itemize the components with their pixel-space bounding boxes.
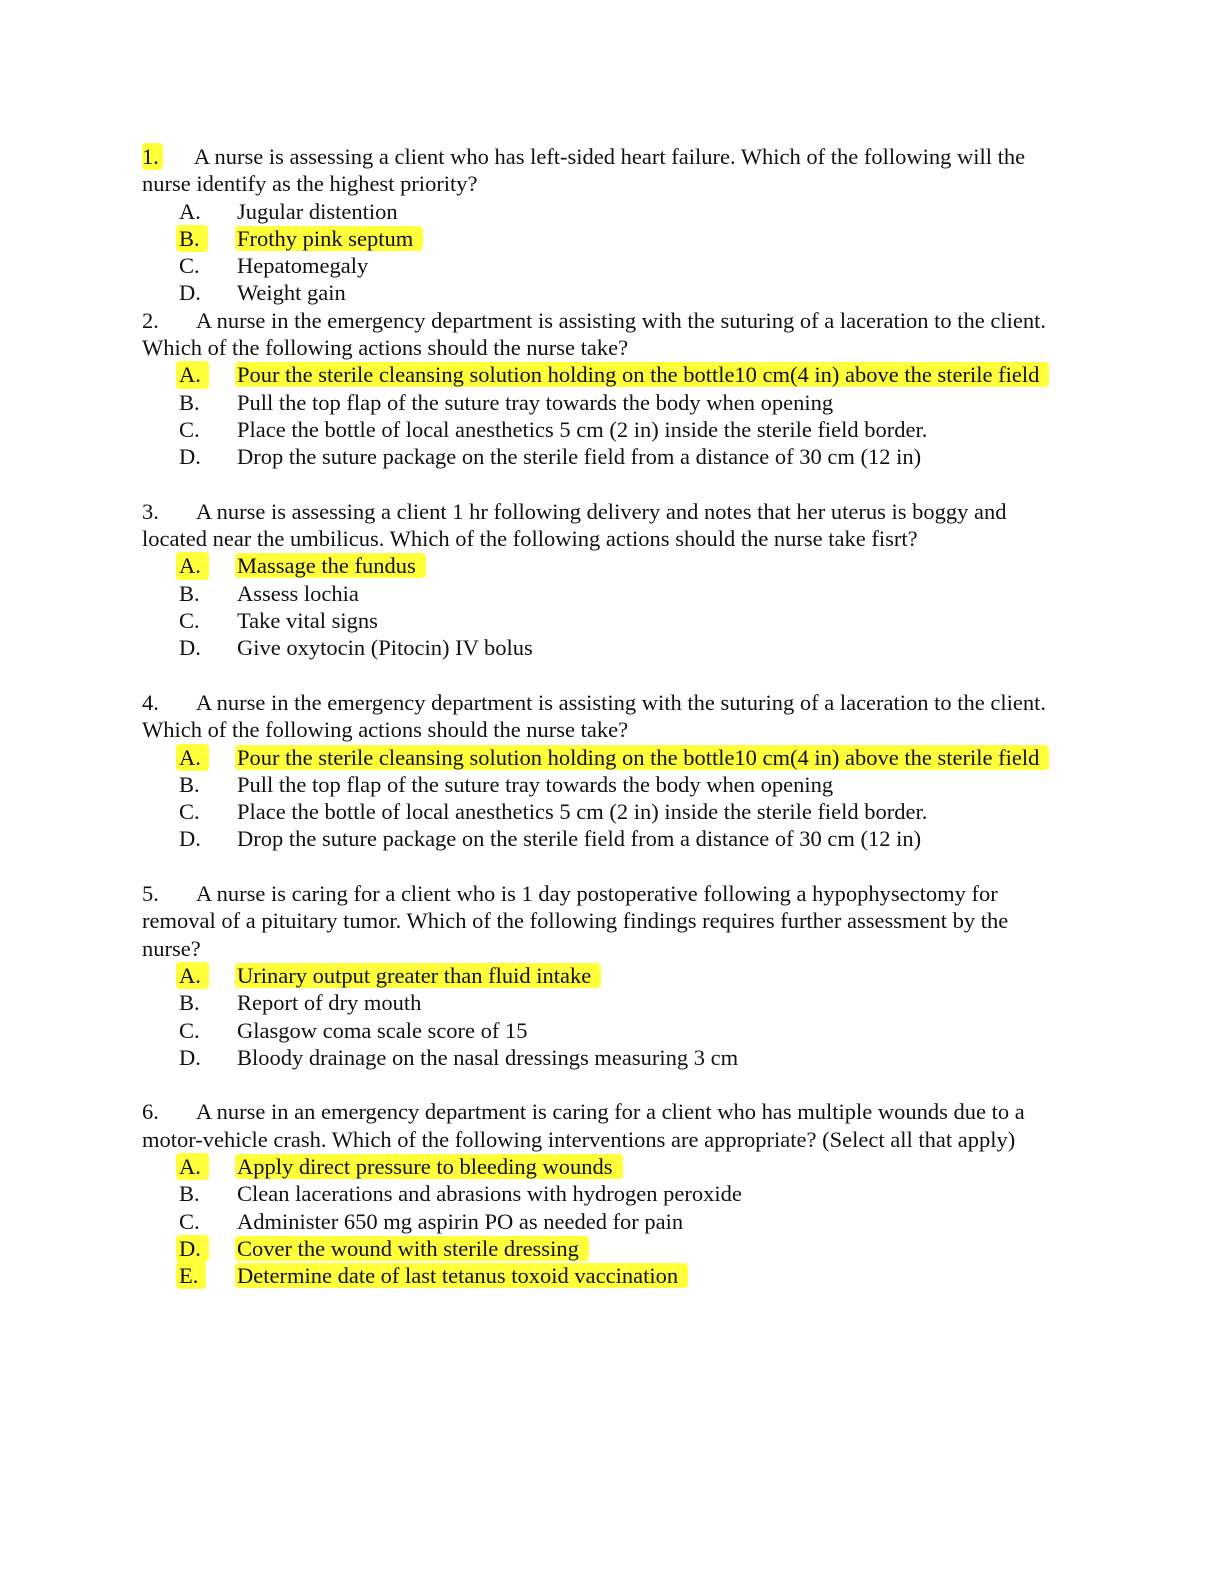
option-text: Pull the top flap of the suture tray towards the body when opening	[237, 771, 834, 797]
answer-option	[142, 1017, 1072, 1044]
option-letter: D.	[179, 1044, 201, 1070]
option-text: Assess lochia	[237, 580, 359, 606]
option-text: Glasgow coma scale score of 15	[237, 1017, 528, 1043]
question-number: 5.	[142, 881, 159, 907]
option-letter: C.	[179, 799, 200, 825]
question-stem	[142, 143, 1072, 198]
question-stem	[142, 498, 1072, 553]
option-text: Cover the wound with sterile dressing	[235, 1236, 589, 1261]
answer-option	[142, 1044, 1072, 1071]
option-letter: A.	[176, 744, 209, 771]
answer-option	[142, 198, 1072, 225]
answer-option	[142, 279, 1072, 306]
option-letter: D.	[179, 826, 201, 852]
question-1	[142, 143, 1072, 307]
option-letter: B.	[179, 990, 200, 1016]
question-stem	[142, 880, 1072, 962]
question-number: 6.	[142, 1099, 159, 1125]
question-4	[142, 689, 1072, 853]
option-text: Bloody drainage on the nasal dressings measuring 3 cm	[237, 1044, 739, 1070]
option-letter: A.	[176, 552, 209, 579]
answer-option	[142, 443, 1072, 470]
option-letter: A.	[176, 962, 209, 989]
option-text: Give oxytocin (Pitocin) IV bolus	[237, 635, 533, 661]
answer-option	[142, 607, 1072, 634]
option-letter: C.	[179, 1208, 200, 1234]
answer-option	[142, 962, 1072, 989]
answer-option	[142, 798, 1072, 825]
answer-option	[142, 989, 1072, 1016]
option-text: Urinary output greater than fluid intake	[235, 963, 601, 988]
option-text: Jugular distention	[237, 198, 398, 224]
option-text: Take vital signs	[237, 608, 378, 634]
option-letter: C.	[179, 1017, 200, 1043]
option-text: Administer 650 mg aspirin PO as needed for pain	[237, 1208, 684, 1234]
option-letter: A.	[176, 1153, 209, 1180]
question-6	[142, 1098, 1072, 1289]
option-text: Place the bottle of local anesthetics 5 cm (2 in) inside the sterile field border.	[237, 799, 928, 825]
option-letter: B.	[179, 580, 200, 606]
option-text: Place the bottle of local anesthetics 5 cm (2 in) inside the sterile field border.	[237, 416, 928, 442]
answer-option	[142, 1208, 1072, 1235]
answer-option	[142, 1153, 1072, 1180]
answer-option	[142, 552, 1072, 579]
option-text: Clean lacerations and abrasions with hydrogen peroxide	[237, 1181, 742, 1207]
question-number: 3.	[142, 498, 159, 524]
option-text: Pour the sterile cleansing solution holding on the bottle10 cm(4 in) above the sterile field	[235, 362, 1049, 387]
question-number: 1.	[142, 143, 163, 170]
option-letter: A.	[179, 198, 201, 224]
question-number: 4.	[142, 689, 159, 715]
question-text: A nurse is caring for a client who is 1 day postoperative following a hypophysectomy for removal of a pituitary tumor. Which of the following findings requires further assessment by the nurse?	[142, 881, 1009, 961]
question-stem	[142, 1098, 1072, 1153]
question-3	[142, 498, 1072, 662]
option-text: Pour the sterile cleansing solution holding on the bottle10 cm(4 in) above the sterile field	[235, 745, 1049, 770]
option-text: Drop the suture package on the sterile field from a distance of 30 cm (12 in)	[237, 826, 922, 852]
question-5	[142, 880, 1072, 1071]
question-text: A nurse in an emergency department is caring for a client who has multiple wounds due to a motor-vehicle crash. Which of the following interventions are appropriate? (Select all that apply)	[142, 1099, 1025, 1152]
option-text: Determine date of last tetanus toxoid vaccination	[235, 1263, 688, 1288]
option-text: Weight gain	[237, 280, 346, 306]
option-letter: C.	[179, 253, 200, 279]
answer-option	[142, 225, 1072, 252]
option-letter: C.	[179, 608, 200, 634]
answer-option	[142, 1180, 1072, 1207]
answer-option	[142, 416, 1072, 443]
question-text: A nurse is assessing a client 1 hr following delivery and notes that her uterus is boggy and located near the umbilicus. Which of the following actions should the nurse take fisrt?	[142, 498, 1007, 552]
option-letter: B.	[179, 1181, 200, 1207]
option-text: Drop the suture package on the sterile field from a distance of 30 cm (12 in)	[237, 444, 922, 470]
option-letter: D.	[176, 1235, 209, 1262]
option-letter: A.	[176, 361, 209, 388]
option-letter: B.	[179, 389, 200, 415]
answer-option	[142, 1262, 1072, 1289]
answer-option	[142, 252, 1072, 279]
option-text: Frothy pink septum	[235, 226, 423, 251]
question-text: A nurse in the emergency department is assisting with the suturing of a laceration to the client. Which of the following actions should the nurse take?	[142, 689, 1046, 743]
option-letter: E.	[176, 1262, 206, 1289]
question-stem	[142, 307, 1072, 362]
option-text: Pull the top flap of the suture tray towards the body when opening	[237, 389, 834, 415]
answer-option	[142, 389, 1072, 416]
option-letter: D.	[179, 444, 201, 470]
question-number: 2.	[142, 307, 159, 333]
option-text: Report of dry mouth	[237, 990, 422, 1016]
question-2	[142, 307, 1072, 471]
answer-option	[142, 744, 1072, 771]
answer-option	[142, 361, 1072, 388]
question-text: A nurse in the emergency department is assisting with the suturing of a laceration to the client. Which of the following actions should the nurse take?	[142, 307, 1046, 361]
question-text: A nurse is assessing a client who has left-sided heart failure. Which of the following will the nurse identify as the highest priority?	[142, 144, 1026, 197]
option-letter: C.	[179, 416, 200, 442]
document-page	[142, 143, 1072, 1289]
answer-option	[142, 580, 1072, 607]
option-letter: B.	[179, 771, 200, 797]
option-letter: D.	[179, 280, 201, 306]
answer-option	[142, 1235, 1072, 1262]
option-text: Apply direct pressure to bleeding wounds	[235, 1154, 623, 1179]
option-text: Hepatomegaly	[237, 253, 369, 279]
answer-option	[142, 825, 1072, 852]
answer-option	[142, 771, 1072, 798]
answer-option	[142, 634, 1072, 661]
option-letter: D.	[179, 635, 201, 661]
option-text: Massage the fundus	[235, 553, 426, 578]
question-stem	[142, 689, 1072, 744]
option-letter: B.	[176, 225, 208, 252]
